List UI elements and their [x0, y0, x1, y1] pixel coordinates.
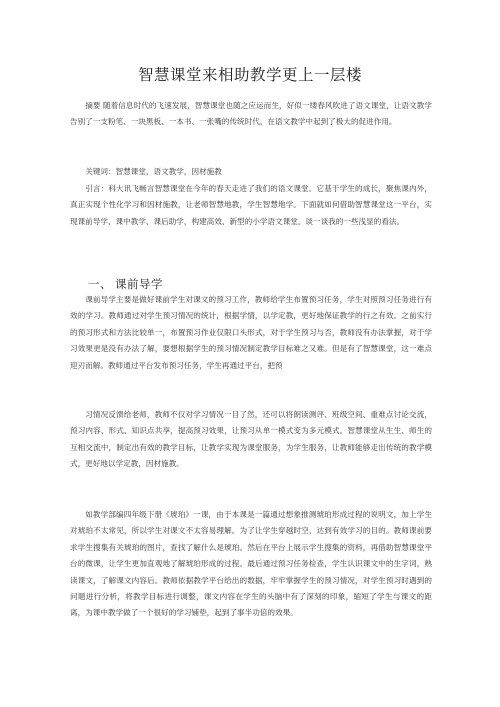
section-heading-text: 课前导学	[115, 277, 163, 291]
body-paragraph-3: 如教学部编四年级下册《琥珀》一课，由于本课是一篇通过想象推测琥珀形成过程的说明文，加上学生对琥珀不太常见，所以学生对课文不太容易理解。为了让学生穿越时空，达到有效学习的目的。教师课前要求学生搜集有关琥珀的图片，查找了解什么是琥珀。然后在平台上展示学生搜集的资料，再借助智慧课堂平台的微课，让学生更加直观地了解琥珀形成的过程。最后通过预习任务检查，学生认识课文中的生字词，熟读课文，了解课文内容后。教师依据教学平台给出的数据，牢牢掌握学生的预习情况，对学生预习时遇到的问题进行分析，将教学目标进行调整，课文内容在学生的头脑中有了深刻的印象，缩短了学生与课文的距离，为课中教学做了一个很好的学习铺垫，起到了事半功倍的效果。	[70, 510, 432, 618]
keywords-line: 关键词：智慧课堂，语文教学，因材施教	[85, 167, 222, 176]
section-heading	[88, 276, 163, 292]
body-paragraph-1: 课前导学主要是做好课前学生对课文的预习工作，教师给学生布置预习任务，学生对照预习任务进行有效的学习。教师通过对学生预习情况的统计，根据学情，以学定教，更好地保证教学的行之有效。之前实行的预习形式和方法比较单一，布置预习作业仅限口头形式，对于学生预习与否，教师没有办法掌握，对于学习效果更是没有办法了解，要想根据学生的预习情况制定教学目标难之又难。但是有了智慧课堂，这一难点迎刃而解。教师通过平台发布预习任务，学生再通过平台，把预	[70, 295, 432, 370]
body-paragraph-2: 习情况反馈给老师，教师不仅对学习情况一目了然，还可以将朗读测评、班级空间、重难点讨论交流，预习内容、形式、知识点共享，提高预习效果，让预习从单一模式变为多元模式。智慧课堂从生生、师生的互相交流中，制定出有效的教学目标，让教学实现为课堂服务，为学生服务，让教师能够走出传统的教学模式，更好地以学定教，因材施教。	[70, 410, 432, 469]
document-title: 智慧课堂来相助教学更上一层楼	[137, 66, 362, 84]
abstract-paragraph: 摘要 随着信息时代的飞速发展，智慧课堂也随之应运而生，好似一缕春风吹进了语文课堂，让语文教学告别了一支粉笔、一块黑板、一本书、一张嘴的传统时代，在语文教学中起到了极大的促进作用。	[70, 101, 432, 127]
section-number: 一、	[88, 277, 112, 291]
intro-paragraph: 引言：科大讯飞畅言智慧课堂在今年的春天走进了我们的语文课堂。它基于学生的成长，聚焦课内外，真正实现个性化学习和因材施教，让老师智慧地教，学生智慧地学。下面就如何借助智慧课堂这一平台，实现课前导学、课中教学、课后助学，构建高效、新型的小学语文课堂。谈一谈我的一些浅显的看法。	[70, 184, 432, 226]
